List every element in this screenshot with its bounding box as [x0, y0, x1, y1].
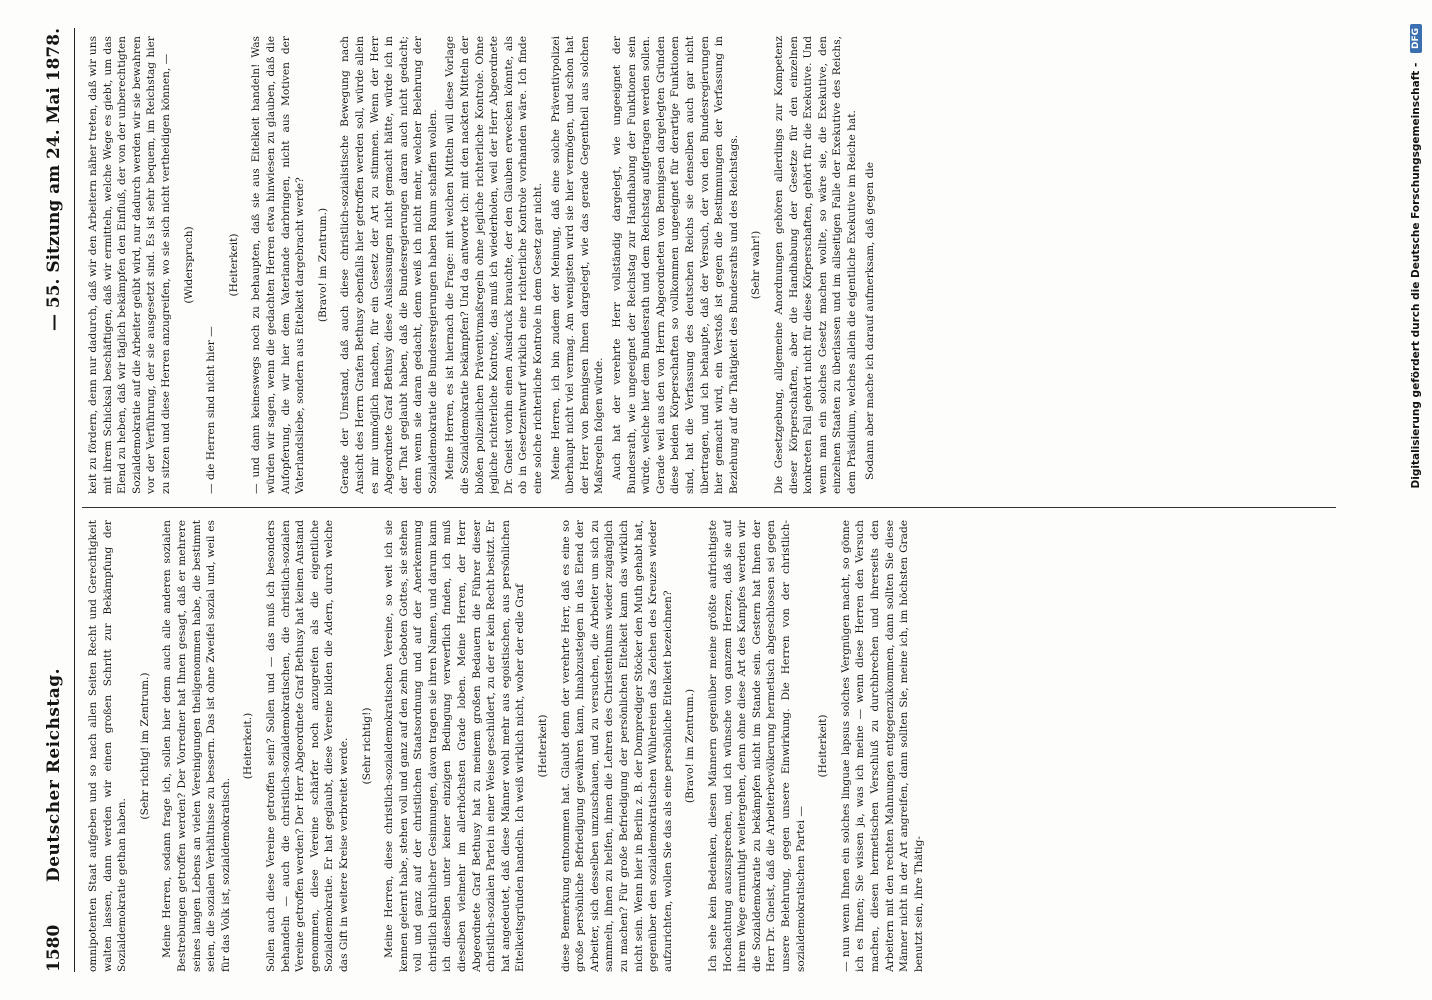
paragraph: diese Bemerkung entnommen hat. Glaubt denn der verehrte Herr, daß es eine so große persönliche Befriedigung gewähren kann, hinabzusteigen in das Elend der Arbeiter, sich desselben umzuschauen, und zu versuchen, die Arbeiter um sich zu sammeln, ihnen zu helfen, ihnen die Lehren des Christenthums wieder zugänglich zu machen? Für große Befriedigung der persönlichen Eitelkeit kann das wirklich nicht sein. Wenn hier in Berlin z. B. der Domprediger Stöcker den Muth gehabt hat, gegenüber den sozialdemokratischen Wühlereien das Zeichen des Kreuzes wieder aufzurichten, wollen Sie das als eine persönliche Eitelkeit bezeichnen? [559, 520, 674, 972]
interjection: (Bravo! im Zentrum.) [316, 207, 329, 323]
paragraph: Meine Herren, sodann frage ich, sollen hier denn auch alle anderen sozialen Bestrebungen getroffen werden? Der Vorredner hat Ihnen gesagt, daß er mehrere seines langen Lebens an vielen Vereinigungen theilgenommen habe, die bestimmt seien, die sozialen Verhältnisse zu bessern. Das ist ohne Zweifel sozial und, weil es für das Volk ist, sozialdemokratisch. [161, 520, 232, 972]
paragraph: Sodann aber mache ich darauf aufmerksam, daß gegen die [863, 161, 876, 480]
paragraph: Gerade der Umstand, daß auch diese christlich-sozialistische Bewegung nach Ansicht des Herrn Grafen Bethusy ebenfalls hier getroffen werden soll, würde allein es mir unmöglich machen, für ein Gesetz der Art zu stimmen. Wenn der Herr Abgeordnete Graf Bethusy diese Auslassungen nicht gemacht hätte, würde ich in der That geglaubt haben, daß die Bundesregierungen daran auch nicht gedacht; denn wenn sie daran gedacht, denn weiß ich nicht mehr, welcher Belehrung der Sozialdemokratie die Bundesregierungen haben Raum schaffen wollen. [339, 36, 439, 494]
dfg-logo: DFG [1410, 24, 1422, 53]
paragraph: Meine Herren, ich bin zudem der Meinung, daß eine solche Präventivpolizei überhaupt nicht viel vermag. Am wenigsten wird sie hier vermögen, und schon hat der Herr von Bennigsen Ihnen dargelegt, wie das gerade Gegentheil aus solchen Maßregeln folgen würde. [549, 36, 606, 494]
running-title: Deutscher Reichstag. [44, 667, 64, 882]
interjection: (Heiterkeit) [817, 714, 830, 778]
interjection: (Sehr richtig! im Zentrum.) [138, 672, 151, 820]
paragraph: — nun wenn Ihnen ein solches linguae lapsus solches Vergnügen macht, so gönne ich es Ihnen; Sie wissen ja, was ich meine — wenn diese Herren den Versuch machen, diesen hermetischen Verschluß zu durchbrechen und ihrerseits den Arbeitern mit den rechten Mahnungen entgegenzukommen, dann sollten Sie diese Männer nicht in der Art angreifen, dann sollten Sie, meine ich, im höchsten Grade benutzt sein, ihre Thätig- [839, 520, 925, 972]
paragraph: Sollen auch diese Vereine getroffen sein? Sollen und — das muß ich besonders behandeln — auch die christlich-sozialdemokratischen, die christlich-sozialen Vereine getroffen werden? Der Herr Abgeordnete Graf Bethusy hat keinen Anstand genommen, diese Vereine schärfer noch anzugreifen als die eigentliche Sozialdemokratie. Er hat geglaubt, diese Vereine bilden die Adern, durch welche das Gift in weitere Kreise verbreitet werde. [264, 520, 350, 972]
interjection: (Heiterkeit) [227, 233, 240, 297]
interjection: (Heiterkeit) [537, 714, 550, 778]
interjection: (Heiterkeit.) [242, 712, 255, 780]
credit-text: Digitalisierung gefördert durch die Deutsche Forschungsgemeinschaft - [1410, 62, 1422, 489]
interjection: (Widerspruch) [182, 226, 195, 304]
paragraph: Die Gesetzgebung, allgemeine Anordnungen gehören allerdings zur Kompetenz dieser Körperschaften, aber die Handhabung der Gesetze für den einzelnen konkreten Fall gehört nicht für diese Körperschaften, gehört für die Exekutive. Und wenn man ein solches Gesetz machen wollte, so wäre sie, die Exekutive, den einzelnen Staaten zu überlassen und im allseitigen Falle der Exekutive des Reichs, dem Präsidium, welches allein die eigentliche Exekutive im Reiche hat. [772, 36, 858, 494]
interjection: (Bravo! im Zentrum.) [684, 688, 697, 804]
paragraph: — und dann keineswegs noch zu behaupten, daß sie aus Eitelkeit handeln! Was würden wir sagen, wenn die gedachten Herren etwa hinwiesen zu glauben, daß die Aufopferung, die wir hier dem Vaterlande darbringen, nicht aus Motiven der Vaterlandsliebe, sondern aus Eitelkeit dargebracht werde? [250, 36, 307, 494]
session-title: — 55. Sitzung am 24. Mai 1878. [44, 28, 64, 332]
paragraph: — die Herren sind nicht hier — [205, 326, 218, 494]
header-rule [74, 28, 75, 972]
interjection: (Sehr richtig!) [360, 707, 373, 785]
paragraph: keit zu fördern, denn nur dadurch, daß wir den Arbeitern näher treten, daß wir uns mit ihrem Schicksal beschäftigen, daß wir ermitteln, welche Wege es giebt, um das Elend zu heben, daß wir täglich bekämpfen den Einfluß, der von der unberechtigten Sozialdemokratie auf die Arbeiter geübt wird, nur dadurch werden wir sie bewahren vor der Verführung, der sie ausgesetzt sind. Es ist sehr bequem, im Reichstag hier zu sitzen und diese Herren anzugreifen, wo sie sich nicht vertheidigen können, — [87, 36, 172, 494]
page-number: 1580 [44, 924, 64, 972]
paragraph: omnipotenten Staat aufgeben und so nach allen Seiten Recht und Gerechtigkeit walten lassen, dann werden wir einen großen Schritt zur Bekämpfung der Sozialdemokratie gethan haben. [87, 520, 129, 972]
page-footer [1402, 0, 1432, 1000]
paragraph: Ich sehe kein Bedenken, diesen Männern gegenüber meine größte aufrichtigste Hochachtung auszusprechen, und ich wünsche von ganzem Herzen, daß sie auf ihrem Wege ermuthigt weitergehen, denn ohne diese Art des Kampfes werden wir die Sozialdemokratie zu bekämpfen nicht im Stande sein. Gestern hat Ihnen der Herr Dr. Gneist, daß die Arbeiterbevölkerung hermetisch abgeschlossen sei gegen unsere Belehrung, gegen unsere Einwirkung. Die Herren von der christlich-sozialdemokratischen Partei — [706, 520, 807, 972]
digitization-credit [1410, 24, 1422, 488]
column-divider [82, 507, 1336, 508]
page-header [38, 28, 72, 972]
left-column [86, 520, 1316, 972]
paragraph: Meine Herren, es ist hiernach die Frage: mit welchen Mitteln will diese Vorlage die Sozialdemokratie bekämpfen? Und da antworte ich: mit den nackten Mitteln der bloßen polizeilichen Präventivmaßregeln ohne jegliche richterliche Kontrole. Ohne jegliche richterliche Kontrole, das muß ich wiederholen, weil der Herr Abgeordnete Dr. Gneist vorhin einen Ausdruck brauchte, der den Glauben erwecken könnte, als ob in Gesetzentwurf wirklich eine richterliche Kontrole vorhanden wäre. Ich finde eine solche richterliche Kontrole in dem Gesetz gar nicht. [444, 36, 545, 494]
interjection: (Sehr wahr!) [750, 230, 763, 300]
paragraph: Auch hat der verehrte Herr vollständig dargelegt, wie ungeeignet der Bundesrath, wie ungeeignet der Reichstag zur Handhabung der Funktionen sein würde, welche hier dem Bundesrath und dem Reichstag aufgetragen werden sollen. Gerade weil aus den von Herrn Abgeordneten von Bennigsen dargelegten Gründen diese beiden Körperschaften so vollkommen ungeeignet für derartige Funktionen sind, hat die Verfassung des deutschen Reichs sie denselben auch gar nicht übertragen, und ich behaupte, daß der Versuch, der von den Bundesregierungen hier gemacht wird, ein Verstoß ist gegen die Bestimmungen der Verfassung in Beziehung auf die Thätigkeit des Bundesraths und des Reichstags. [611, 36, 740, 494]
paragraph: Meine Herren, diese christlich-sozialdemokratischen Vereine, so weit ich sie kennen gelernt habe, stehen voll und ganz auf den zehn Geboten Gottes, sie stehen voll und ganz auf der christlichen Staatsordnung und auf der Anerkennung christlich kirchlicher Gesinnungen, davon tragen sie ihren Namen, und darum kann ich dieselben unter keiner einzigen Bedingung verwerflich finden, ich muß dieselben vielmehr im allerhöchsten Grade loben. Meine Herren, der Herr Abgeordnete Graf Bethusy hat zu meinem großen Bedauern die Führer dieser christlich-sozialen Partei in einer Weise geschildert, zu der er kein Recht besitzt. Er hat angedeutet, daß diese Männer wohl mehr aus egoistischen, aus persönlichen Eitelkeitsgründen handeln. Ich weiß wirklich nicht, woher der edle Graf [383, 520, 527, 972]
right-column [86, 36, 1316, 494]
